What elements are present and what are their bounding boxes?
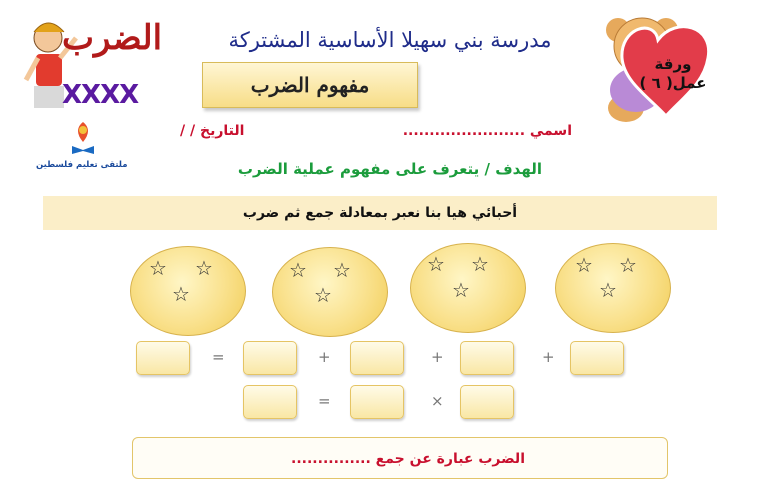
worksheet-number: عمل( ٦ ) — [639, 74, 707, 92]
plus-sign: + — [542, 348, 555, 366]
star-icon: ☆ — [172, 282, 190, 306]
equals-sign: = — [212, 348, 225, 366]
star-icon: ☆ — [452, 278, 470, 302]
logo-x-marks: XXXX — [62, 80, 139, 110]
star-icon: ☆ — [619, 253, 637, 277]
date-field[interactable]: التاريخ / / — [180, 123, 245, 139]
worksheet-badge — [633, 55, 713, 93]
forum-logo-icon — [70, 120, 96, 156]
school-name: مدرسة بني سهيلا الأساسية المشتركة — [228, 28, 552, 52]
plus-sign: + — [318, 348, 331, 366]
instruction-banner: أحبائي هيا بنا نعبر بمعادلة جمع ثم ضرب — [43, 196, 717, 230]
answer-box-addend-2[interactable] — [350, 341, 404, 375]
logo-title: الضرب — [62, 18, 163, 58]
star-icon: ☆ — [599, 278, 617, 302]
answer-box-factor-1[interactable] — [350, 385, 404, 419]
star-icon: ☆ — [149, 256, 167, 280]
equals-sign: = — [318, 392, 331, 410]
page-title: مفهوم الضرب — [202, 62, 418, 108]
plus-sign: + — [431, 348, 444, 366]
star-icon: ☆ — [289, 258, 307, 282]
answer-box-addend-3[interactable] — [460, 341, 514, 375]
star-icon: ☆ — [333, 258, 351, 282]
answer-box-factor-2[interactable] — [460, 385, 514, 419]
answer-box-sum[interactable] — [136, 341, 190, 375]
answer-box-product[interactable] — [243, 385, 297, 419]
lesson-goal: الهدف / يتعرف على مفهوم عملية الضرب — [237, 160, 542, 178]
times-sign: × — [431, 392, 444, 410]
worksheet-label: ورقة — [654, 55, 692, 73]
answer-box-addend-1[interactable] — [243, 341, 297, 375]
star-icon: ☆ — [427, 252, 445, 276]
conclusion-text[interactable]: الضرب عبارة عن جمع ............... — [291, 451, 525, 467]
forum-name: ملتقى تعليم فلسطين — [36, 160, 128, 170]
star-icon: ☆ — [575, 253, 593, 277]
star-icon: ☆ — [195, 256, 213, 280]
answer-box-addend-4[interactable] — [570, 341, 624, 375]
star-icon: ☆ — [314, 283, 332, 307]
star-icon: ☆ — [471, 252, 489, 276]
student-name-field[interactable]: اسمي ....................... — [402, 123, 572, 139]
